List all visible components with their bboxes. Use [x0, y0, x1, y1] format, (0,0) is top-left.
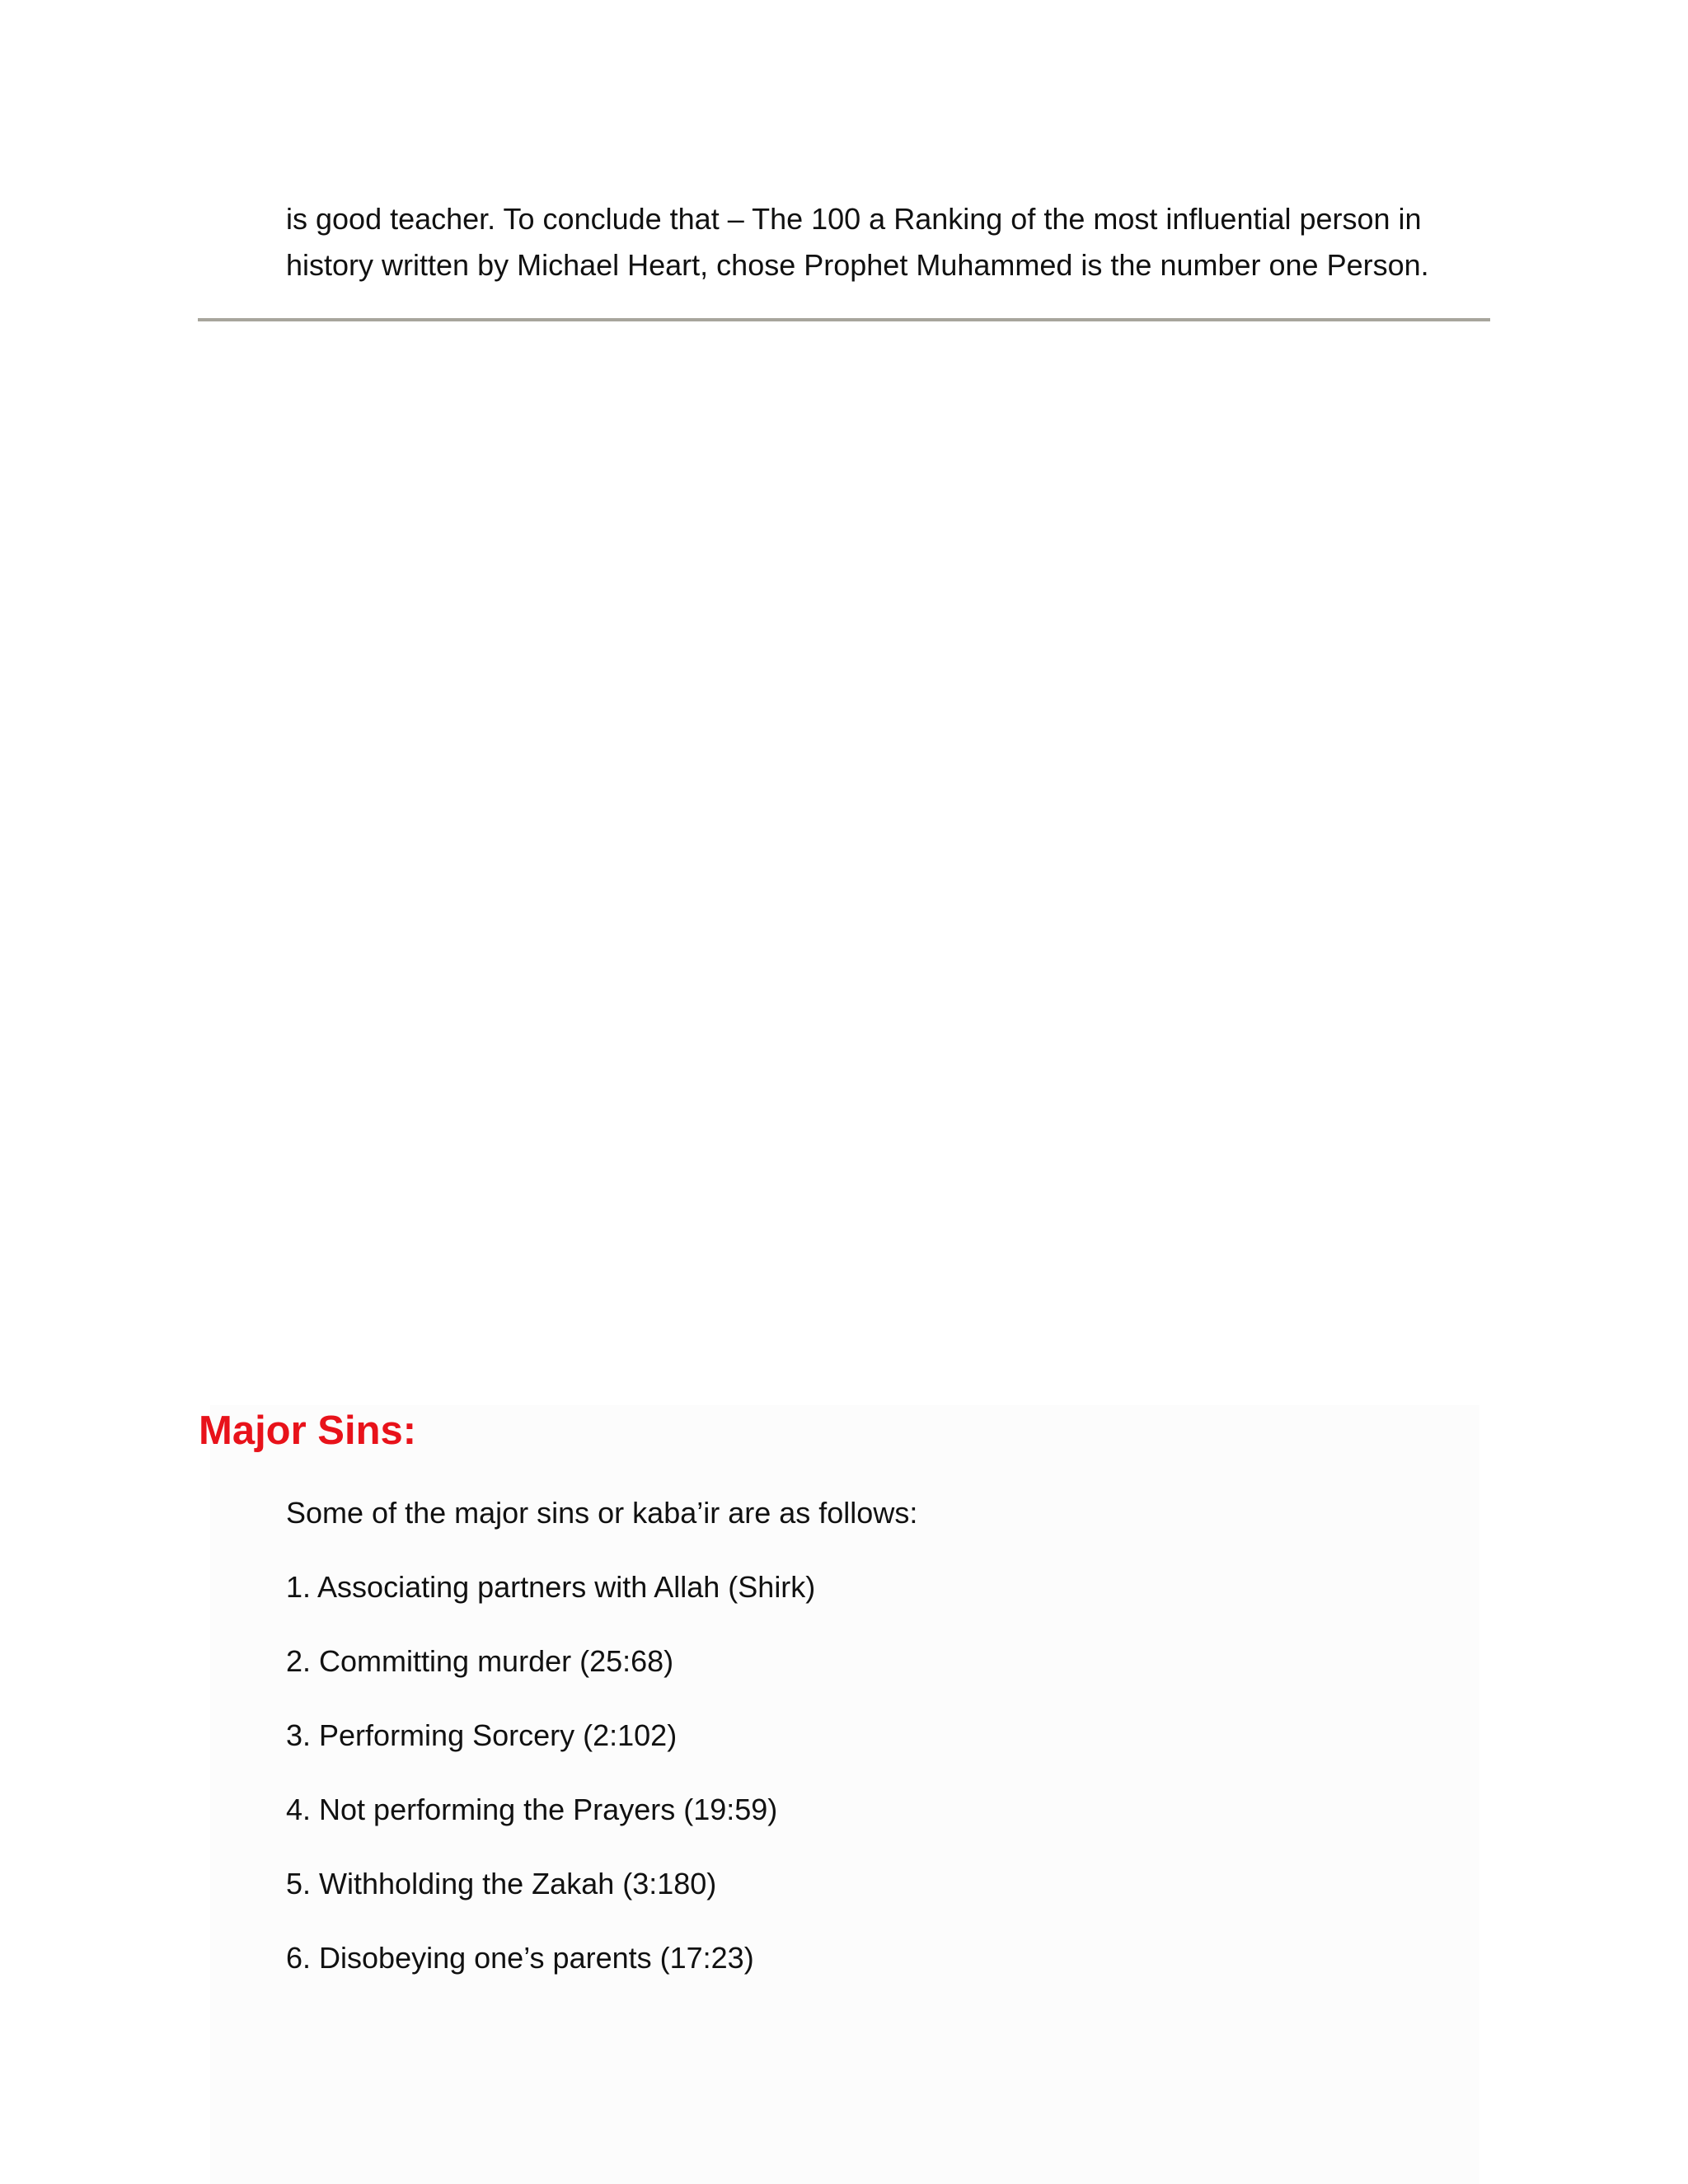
list-item: 4. Not performing the Prayers (19:59)	[286, 1793, 778, 1826]
list-intro-text: Some of the major sins or kaba’ir are as follows:	[286, 1496, 918, 1530]
major-sins-list	[286, 1564, 815, 2009]
list-item: 2. Committing murder (25:68)	[286, 1644, 674, 1678]
intro-paragraph	[286, 196, 1506, 288]
intro-line-1: is good teacher. To conclude that – The 100 a Ranking of the most influential person in	[286, 202, 1422, 236]
list-item: 3. Performing Sorcery (2:102)	[286, 1718, 678, 1752]
horizontal-divider	[198, 318, 1490, 321]
section-heading: Major Sins:	[199, 1408, 417, 1453]
list-item: 6. Disobeying one’s parents (17:23)	[286, 1941, 754, 1975]
intro-line-2: history written by Michael Heart, chose Prophet Muhammed is the number one Person.	[286, 248, 1429, 282]
list-item: 5. Withholding the Zakah (3:180)	[286, 1867, 717, 1900]
list-item: 1. Associating partners with Allah (Shirk)	[286, 1570, 816, 1604]
